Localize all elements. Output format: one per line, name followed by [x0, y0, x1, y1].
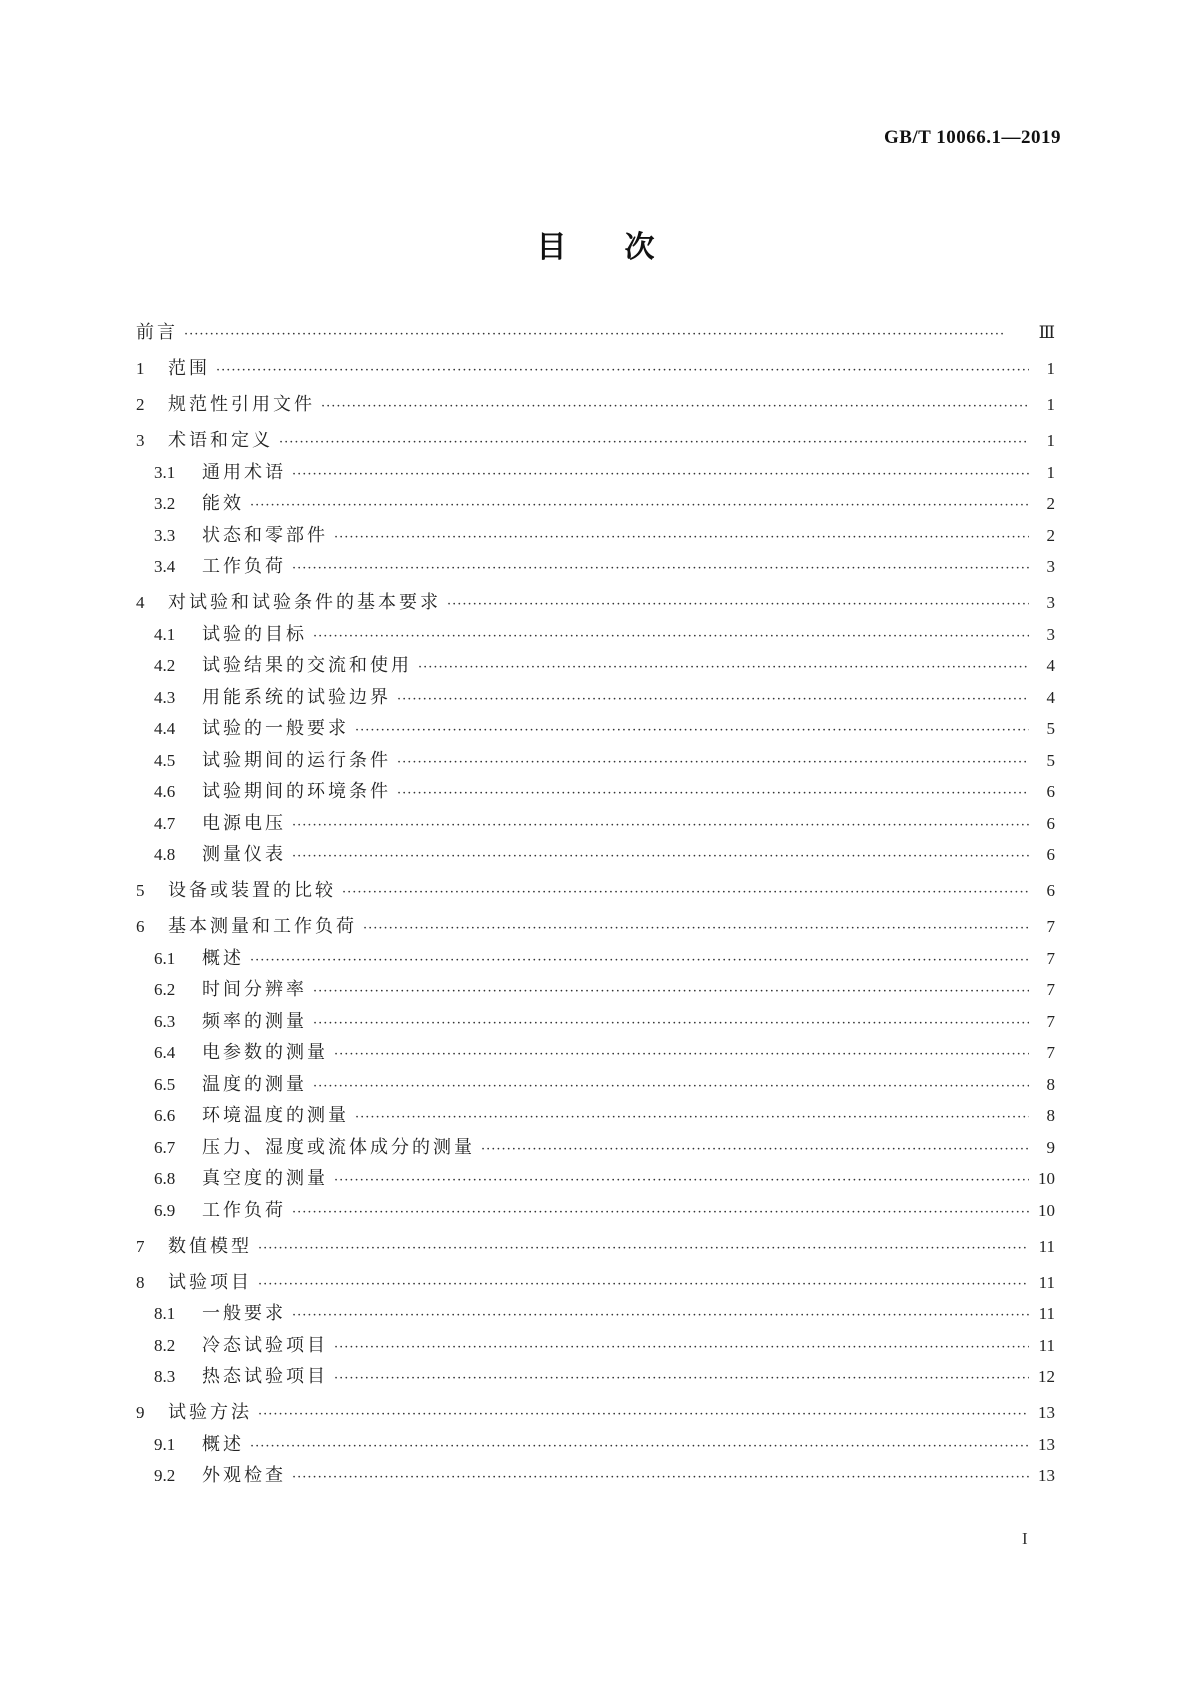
dot-leader [279, 432, 1029, 454]
dot-leader [292, 1305, 1029, 1327]
toc-entry-number: 6.6 [154, 1106, 176, 1125]
dot-leader [292, 1202, 1029, 1224]
toc-entry[interactable] [136, 979, 1055, 1011]
toc-entry-number: 4.2 [154, 656, 176, 675]
toc-entry-page: 6 [1046, 782, 1055, 801]
toc-entry-page: 11 [1038, 1272, 1055, 1292]
toc-entry-title: 基本测量和工作负荷 [168, 916, 357, 937]
dot-leader [313, 981, 1029, 1003]
toc-entry[interactable] [136, 556, 1055, 588]
toc-entry-title: 术语和定义 [168, 430, 273, 451]
toc-entry-number: 3.3 [154, 525, 176, 545]
toc-entry-title: 试验的目标 [202, 623, 307, 645]
dot-leader [250, 950, 1029, 972]
toc-entry-page: 8 [1046, 1074, 1055, 1094]
toc-entry-number: 4.5 [154, 750, 176, 770]
toc-entry-title: 时间分辨率 [202, 979, 307, 1000]
toc-entry-title: 状态和零部件 [202, 524, 328, 546]
toc-entry[interactable] [136, 880, 1055, 912]
toc-entry[interactable] [136, 1272, 1055, 1304]
toc-entry-title: 前言 [136, 322, 178, 343]
toc-entry[interactable] [136, 718, 1055, 750]
toc-entry[interactable] [136, 462, 1055, 494]
toc-entry-page: 7 [1046, 948, 1055, 968]
toc-entry[interactable] [136, 430, 1055, 462]
toc-entry-page: 13 [1038, 1434, 1055, 1454]
toc-entry-title: 热态试验项目 [202, 1366, 328, 1387]
dot-leader [355, 720, 1029, 742]
dot-leader [250, 495, 1029, 517]
toc-entry-page: 13 [1038, 1466, 1055, 1485]
toc-entry-number: 6.9 [154, 1200, 176, 1220]
toc-entry-title: 试验结果的交流和使用 [202, 655, 412, 676]
page-number: I [1022, 1529, 1028, 1548]
toc-entry-title: 工作负荷 [202, 556, 286, 577]
table-of-contents [136, 322, 1055, 1497]
toc-entry-title: 环境温度的测量 [202, 1105, 349, 1126]
toc-entry-number: 8.3 [154, 1367, 176, 1386]
toc-entry-title: 概述 [202, 1433, 244, 1455]
toc-entry-page: 2 [1046, 525, 1055, 545]
toc-entry-page: Ⅲ [1038, 323, 1055, 342]
dot-leader [292, 558, 1029, 580]
dot-leader [258, 1404, 1029, 1426]
toc-entry[interactable] [136, 813, 1055, 845]
toc-entry-number: 4.1 [154, 624, 176, 644]
dot-leader [334, 1170, 1029, 1192]
toc-entry-page: 7 [1046, 1043, 1055, 1062]
toc-entry-page: 7 [1046, 1011, 1055, 1031]
toc-title: 目次 [536, 230, 713, 265]
toc-entry[interactable] [136, 1402, 1055, 1434]
toc-entry-number: 8.2 [154, 1335, 176, 1355]
toc-entry-number: 6.1 [154, 948, 176, 968]
toc-entry-title: 压力、湿度或流体成分的测量 [202, 1136, 475, 1158]
toc-entry[interactable] [136, 844, 1055, 876]
dot-leader [447, 594, 1029, 616]
dot-leader [397, 783, 1029, 805]
toc-entry[interactable] [136, 687, 1055, 719]
toc-entry[interactable] [136, 1236, 1055, 1268]
toc-entry-page: 6 [1046, 845, 1055, 864]
toc-entry-page: 1 [1046, 395, 1055, 414]
toc-entry-page: 11 [1038, 1236, 1055, 1256]
toc-entry-title: 范围 [168, 358, 210, 379]
toc-entry-number: 4.3 [154, 687, 176, 707]
dot-leader [334, 1337, 1029, 1359]
dot-leader [313, 1076, 1029, 1098]
toc-entry-number: 5 [136, 881, 145, 900]
toc-entry-title: 对试验和试验条件的基本要求 [168, 592, 441, 613]
toc-entry-page: 3 [1046, 593, 1055, 612]
toc-entry-page: 1 [1046, 462, 1055, 482]
dot-leader [292, 846, 1029, 868]
toc-entry-page: 1 [1046, 431, 1055, 450]
dot-leader [292, 815, 1029, 837]
toc-entry-title: 工作负荷 [202, 1199, 286, 1221]
dot-leader [216, 360, 1029, 382]
toc-entry-page: 3 [1046, 557, 1055, 576]
toc-entry-number: 4.6 [154, 782, 176, 801]
dot-leader [321, 396, 1029, 418]
dot-leader [334, 527, 1029, 549]
toc-entry-page: 1 [1046, 359, 1055, 378]
toc-entry-title: 试验方法 [168, 1402, 252, 1423]
toc-entry-page: 11 [1038, 1335, 1055, 1355]
dot-leader [258, 1238, 1029, 1260]
toc-entry-number: 1 [136, 359, 145, 378]
toc-entry-number: 8 [136, 1272, 145, 1292]
toc-entry[interactable] [136, 1074, 1055, 1106]
toc-entry-title: 测量仪表 [202, 844, 286, 865]
toc-entry-number: 6.5 [154, 1074, 176, 1094]
toc-entry-number: 6.8 [154, 1169, 176, 1188]
dot-leader [313, 1013, 1029, 1035]
toc-entry-number: 9.1 [154, 1434, 176, 1454]
toc-entry-title: 试验期间的运行条件 [202, 749, 391, 771]
toc-entry-page: 4 [1046, 656, 1055, 675]
toc-entry[interactable] [136, 624, 1055, 656]
toc-entry-title: 真空度的测量 [202, 1168, 328, 1189]
toc-entry-title: 试验的一般要求 [202, 718, 349, 739]
toc-entry-number: 4.7 [154, 813, 176, 833]
toc-entry[interactable] [136, 322, 1055, 354]
toc-entry[interactable] [136, 1105, 1055, 1137]
dot-leader [313, 626, 1029, 648]
toc-entry-title: 外观检查 [202, 1465, 286, 1486]
dot-leader [418, 657, 1029, 679]
toc-entry-title: 概述 [202, 947, 244, 969]
toc-entry-page: 10 [1038, 1200, 1055, 1220]
toc-entry[interactable] [136, 1335, 1055, 1367]
toc-entry-number: 3.2 [154, 494, 176, 513]
dot-leader [258, 1274, 1029, 1296]
toc-entry-title: 试验期间的环境条件 [202, 781, 391, 802]
toc-entry[interactable] [136, 1042, 1055, 1074]
toc-entry-title: 试验项目 [168, 1271, 252, 1293]
toc-entry[interactable] [136, 525, 1055, 557]
toc-entry[interactable] [136, 1200, 1055, 1232]
toc-entry-title: 一般要求 [202, 1303, 286, 1324]
toc-entry-title: 能效 [202, 493, 244, 514]
toc-entry-page: 5 [1046, 719, 1055, 738]
toc-entry-title: 用能系统的试验边界 [202, 686, 391, 708]
dot-leader [292, 1467, 1029, 1489]
dot-leader [250, 1436, 1029, 1458]
toc-entry-title: 冷态试验项目 [202, 1334, 328, 1356]
dot-leader [481, 1139, 1029, 1161]
toc-entry-page: 3 [1046, 624, 1055, 644]
toc-entry[interactable] [136, 592, 1055, 624]
dot-leader [342, 882, 1029, 904]
toc-entry-page: 13 [1038, 1403, 1055, 1422]
toc-entry-title: 频率的测量 [202, 1010, 307, 1032]
toc-entry-title: 数值模型 [168, 1235, 252, 1257]
dot-leader [363, 918, 1029, 940]
toc-entry-title: 规范性引用文件 [168, 394, 315, 415]
toc-entry[interactable] [136, 1366, 1055, 1398]
toc-entry-page: 5 [1046, 750, 1055, 770]
toc-entry-number: 3 [136, 431, 145, 450]
toc-entry-page: 6 [1046, 813, 1055, 833]
toc-entry-number: 4.4 [154, 719, 176, 738]
toc-entry-number: 6.2 [154, 980, 176, 999]
toc-entry-page: 4 [1046, 687, 1055, 707]
toc-entry-page: 11 [1038, 1304, 1055, 1323]
toc-entry-page: 12 [1038, 1367, 1055, 1386]
toc-entry[interactable] [136, 655, 1055, 687]
dot-leader [355, 1107, 1029, 1129]
toc-entry[interactable] [136, 1434, 1055, 1466]
standard-code: GB/T 10066.1—2019 [883, 127, 1061, 148]
toc-entry[interactable] [136, 750, 1055, 782]
toc-entry-number: 7 [136, 1236, 145, 1256]
toc-entry-title: 设备或装置的比较 [168, 880, 336, 901]
toc-entry[interactable] [136, 1168, 1055, 1200]
toc-entry[interactable] [136, 781, 1055, 813]
toc-entry[interactable] [136, 1011, 1055, 1043]
toc-entry-title: 电参数的测量 [202, 1042, 328, 1063]
toc-entry-number: 6.4 [154, 1043, 176, 1062]
toc-entry[interactable] [136, 948, 1055, 980]
dot-leader [397, 689, 1029, 711]
toc-entry-number: 6.3 [154, 1011, 176, 1031]
toc-entry-title: 通用术语 [202, 461, 286, 483]
toc-entry-title: 电源电压 [202, 812, 286, 834]
toc-entry[interactable] [136, 1465, 1055, 1497]
toc-entry-number: 4 [136, 593, 145, 612]
dot-leader [334, 1044, 1029, 1066]
toc-entry-number: 3.1 [154, 462, 176, 482]
toc-entry-number: 9.2 [154, 1466, 176, 1485]
toc-entry-page: 7 [1046, 980, 1055, 999]
toc-entry-page: 6 [1046, 881, 1055, 900]
toc-entry[interactable] [136, 916, 1055, 948]
toc-entry[interactable] [136, 1303, 1055, 1335]
toc-entry-page: 2 [1046, 494, 1055, 513]
toc-entry-page: 9 [1046, 1137, 1055, 1157]
toc-entry-number: 6 [136, 917, 145, 936]
toc-entry-title: 温度的测量 [202, 1073, 307, 1095]
toc-entry-number: 2 [136, 395, 145, 414]
toc-entry[interactable] [136, 493, 1055, 525]
dot-leader [292, 464, 1029, 486]
toc-entry-number: 9 [136, 1403, 145, 1422]
toc-entry-number: 8.1 [154, 1304, 176, 1323]
toc-entry-page: 7 [1046, 917, 1055, 936]
toc-entry[interactable] [136, 358, 1055, 390]
dot-leader [184, 324, 1029, 346]
toc-entry-page: 10 [1038, 1169, 1055, 1188]
toc-entry-page: 8 [1046, 1106, 1055, 1125]
dot-leader [397, 752, 1029, 774]
toc-entry[interactable] [136, 1137, 1055, 1169]
dot-leader [334, 1368, 1029, 1390]
toc-entry[interactable] [136, 394, 1055, 426]
toc-entry-number: 4.8 [154, 845, 176, 864]
toc-entry-number: 6.7 [154, 1137, 176, 1157]
toc-entry-number: 3.4 [154, 557, 176, 576]
